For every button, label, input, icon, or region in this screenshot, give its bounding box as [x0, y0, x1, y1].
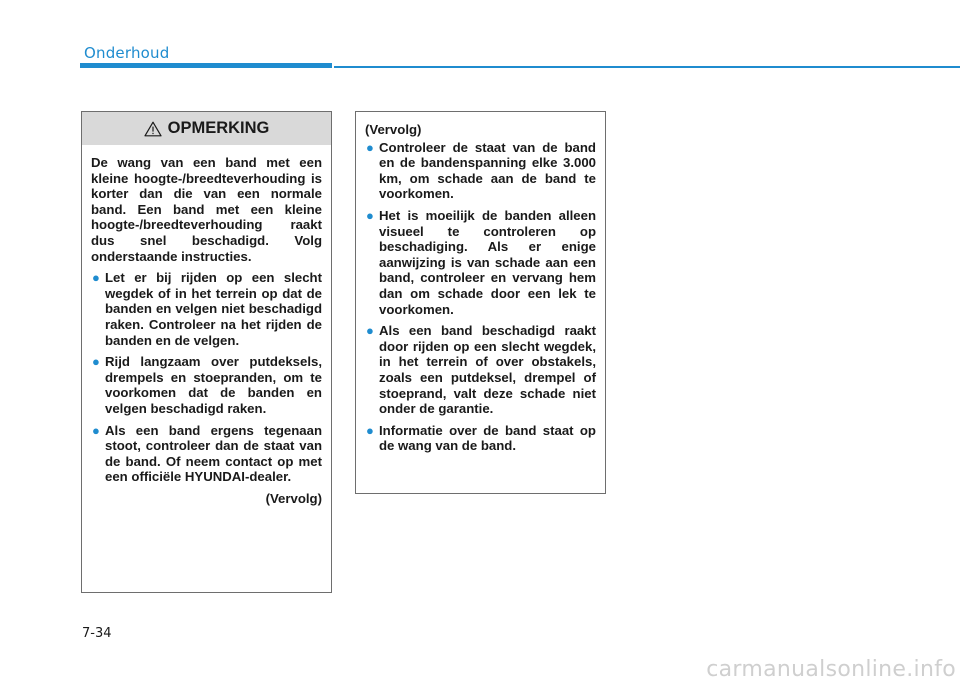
notice-content-right	[356, 112, 605, 454]
bullet-text: Als een band ergens tegenaan stoot, controleer dan de staat van de band. Of neem contact op met een officiële HYUNDAI-dealer.	[105, 422, 322, 485]
notice-header	[82, 112, 331, 145]
bullet-dot-icon: ●	[366, 207, 374, 223]
continued-label: (Vervolg)	[365, 122, 422, 137]
bullet-list-left	[91, 270, 322, 485]
bullet-text: Informatie over de band staat op de wang van de band.	[379, 422, 596, 454]
bullet-dot-icon: ●	[366, 139, 374, 155]
list-item	[91, 423, 322, 485]
notice-content-left	[82, 145, 331, 506]
bullet-text: Rijd langzaam over putdeksels, drempels en stoepranden, om te voorkomen dat de banden en velgen beschadigd raken.	[105, 354, 322, 416]
bullet-dot-icon: ●	[92, 270, 100, 286]
bullet-text: Controleer de staat van de band en de bandenspanning elke 3.000 km, om schade aan de band te voorkomen.	[379, 139, 596, 202]
list-item	[91, 354, 322, 416]
list-item	[91, 270, 322, 348]
section-title: Onderhoud	[84, 44, 170, 62]
bullet-list-right	[365, 140, 596, 454]
bullet-dot-icon: ●	[366, 422, 374, 438]
list-item	[365, 140, 596, 202]
header-rule-thin	[334, 66, 960, 68]
continued-label: (Vervolg)	[265, 490, 322, 506]
notice-title: OPMERKING	[167, 119, 270, 137]
header-rule-thick	[80, 63, 332, 68]
list-item	[365, 208, 596, 317]
bullet-text: Het is moeilijk de banden alleen visueel te controleren op beschadiging. Als er enige aanwijzing is van schade aan een band, controleer en vervang hem dan om schade door een lek te voorkomen.	[379, 207, 596, 317]
list-item	[365, 323, 596, 417]
page-number: 7-34	[82, 626, 112, 641]
notice-box-left	[81, 111, 332, 593]
bullet-text: Let er bij rijden op een slecht wegdek of in het terrein op dat de banden en velgen niet beschadigd raken. Controleer na het rijden de banden en de velgen.	[105, 270, 322, 348]
bullet-dot-icon: ●	[366, 323, 374, 339]
bullet-dot-icon: ●	[92, 354, 100, 370]
bullet-dot-icon: ●	[92, 422, 100, 438]
notice-intro: De wang van een band met een kleine hoogte-/breedteverhouding is korter dan die van een normale band. Een band met een kleine hoogte-/breedteverhouding raakt dus snel beschadigd. Volg onderstaande instructies.	[91, 155, 322, 264]
watermark: carmanualsonline.info	[706, 657, 956, 682]
warning-triangle-icon	[144, 121, 162, 137]
notice-box-right	[355, 111, 606, 494]
list-item	[365, 423, 596, 454]
bullet-text: Als een band beschadigd raakt door rijden op een slecht wegdek, in het terrein of over obstakels, zoals een putdeksel, drempel of stoeprand, valt deze schade niet onder de garantie.	[379, 323, 596, 417]
